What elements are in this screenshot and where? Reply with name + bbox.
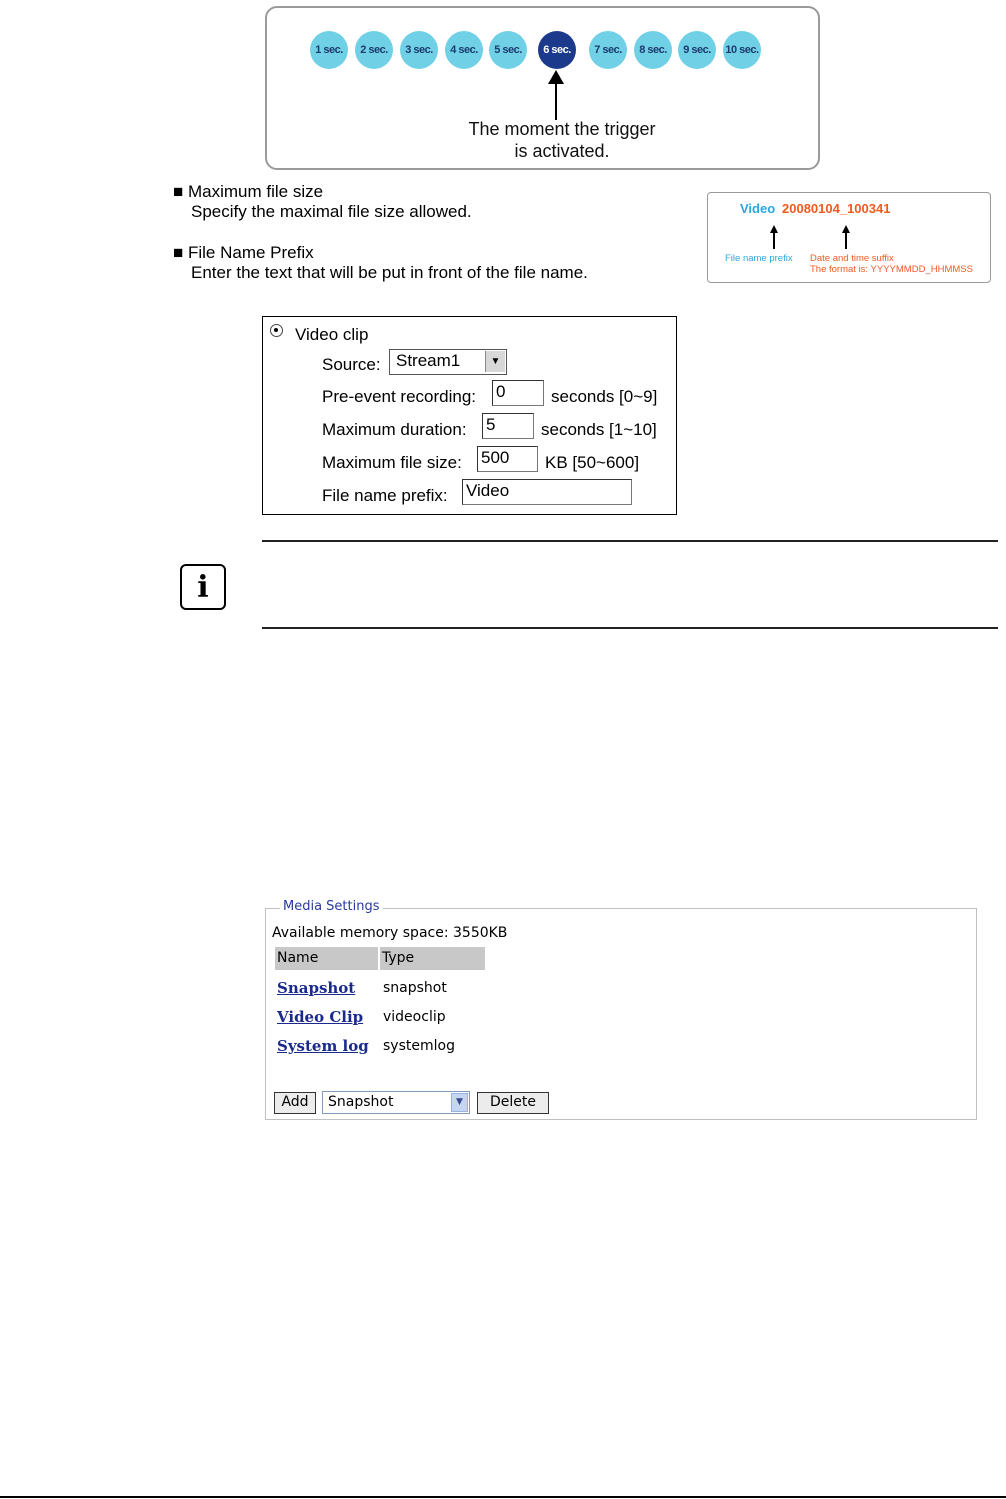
column-header-type: Type bbox=[380, 947, 485, 970]
prefix-label: File name prefix bbox=[725, 253, 793, 264]
prefix-input[interactable]: Video bbox=[462, 479, 632, 505]
second-circle-10: 10 sec. bbox=[723, 31, 761, 69]
prefix-label: File name prefix: bbox=[322, 486, 448, 505]
second-circle-3: 3 sec. bbox=[400, 31, 438, 69]
max-size-input[interactable]: 500 bbox=[477, 446, 538, 472]
suffix-label: Date and time suffix The format is: YYYYMMDD_HHMMSS bbox=[810, 253, 973, 275]
second-circle-9: 9 sec. bbox=[678, 31, 716, 69]
media-link-snapshot[interactable]: Snapshot bbox=[277, 979, 356, 997]
note-divider-bottom bbox=[262, 627, 998, 629]
filename-prefix-example: Video bbox=[740, 201, 776, 216]
second-circle-6-active: 6 sec. bbox=[538, 31, 576, 69]
second-circle-5: 5 sec. bbox=[489, 31, 527, 69]
media-type-videoclip: videoclip bbox=[383, 1009, 446, 1025]
media-type-systemlog: systemlog bbox=[383, 1038, 455, 1054]
note-divider-top bbox=[262, 540, 998, 542]
pre-event-label: Pre-event recording: bbox=[322, 387, 477, 406]
arrow-shaft bbox=[555, 78, 557, 120]
arrow-shaft bbox=[845, 231, 847, 249]
column-header-name: Name bbox=[275, 947, 378, 970]
chevron-down-icon[interactable]: ▼ bbox=[451, 1093, 468, 1112]
video-clip-label: Video clip bbox=[295, 325, 369, 344]
media-settings-panel bbox=[265, 899, 977, 1120]
second-circle-8: 8 sec. bbox=[634, 31, 672, 69]
media-type-select[interactable]: Snapshot ▼ bbox=[322, 1091, 470, 1114]
filename-diagram bbox=[707, 192, 991, 283]
media-link-system-log[interactable]: System log bbox=[277, 1037, 369, 1055]
bullet-max-file-size: ■ Maximum file size Specify the maximal file size allowed. bbox=[173, 182, 472, 221]
arrow-shaft bbox=[773, 231, 775, 249]
source-select[interactable]: Stream1 ▼ bbox=[389, 349, 507, 375]
max-size-unit: KB [50~600] bbox=[545, 453, 640, 472]
source-label: Source: bbox=[322, 355, 381, 374]
info-icon: i bbox=[180, 564, 226, 610]
video-clip-radio[interactable] bbox=[270, 324, 283, 337]
pre-event-input[interactable]: 0 bbox=[492, 380, 544, 406]
trigger-caption: The moment the trigger is activated. bbox=[468, 119, 656, 161]
footer-divider bbox=[0, 1496, 1006, 1498]
media-settings-legend: Media Settings bbox=[280, 899, 383, 914]
pre-event-unit: seconds [0~9] bbox=[551, 387, 658, 406]
video-clip-panel bbox=[262, 316, 677, 515]
second-circle-2: 2 sec. bbox=[355, 31, 393, 69]
bullet-file-name-prefix: ■ File Name Prefix Enter the text that will be put in front of the file name. bbox=[173, 243, 588, 282]
filename-suffix-example: 20080104_100341 bbox=[782, 201, 891, 216]
timeline-illustration bbox=[265, 6, 820, 170]
chevron-down-icon[interactable]: ▼ bbox=[485, 351, 505, 372]
media-link-video-clip[interactable]: Video Clip bbox=[277, 1008, 364, 1026]
second-circle-1: 1 sec. bbox=[310, 31, 348, 69]
memory-space: Available memory space: 3550KB bbox=[272, 925, 508, 941]
media-type-snapshot: snapshot bbox=[383, 980, 447, 996]
second-circle-4: 4 sec. bbox=[445, 31, 483, 69]
max-duration-unit: seconds [1~10] bbox=[541, 420, 657, 439]
add-button[interactable]: Add bbox=[274, 1092, 316, 1114]
delete-button[interactable]: Delete bbox=[477, 1092, 549, 1114]
max-duration-input[interactable]: 5 bbox=[482, 413, 534, 439]
max-size-label: Maximum file size: bbox=[322, 453, 462, 472]
max-duration-label: Maximum duration: bbox=[322, 420, 467, 439]
second-circle-7: 7 sec. bbox=[589, 31, 627, 69]
